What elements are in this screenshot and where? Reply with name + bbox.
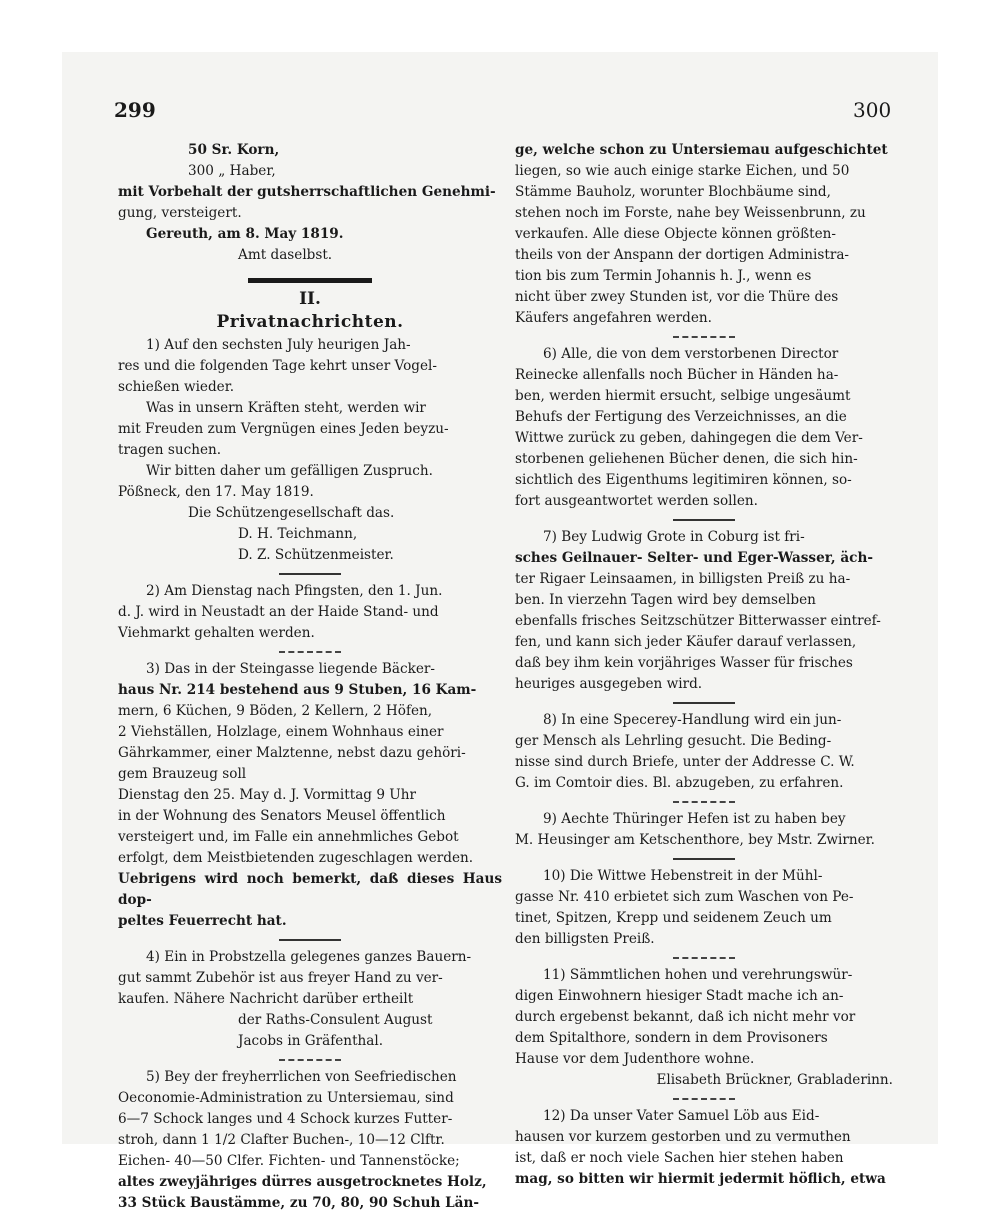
text-line: tragen suchen. (118, 442, 222, 458)
text-line: d. J. wird in Neustadt an der Haide Stand- und (118, 604, 439, 620)
section-number: II. (299, 289, 321, 309)
text-line: kaufen. Nähere Nachricht darüber ertheilt (118, 991, 414, 1007)
text-line: Wir bitten daher um gefälligen Zuspruch. (146, 463, 433, 479)
text-line: 8) In eine Specerey-Handlung wird ein jun- (543, 712, 842, 728)
text-line: mit Vorbehalt der gutsherrschaftlichen Genehmi- (118, 184, 496, 200)
text-line: schießen wieder. (118, 379, 235, 395)
text-line: 11) Sämmtlichen hohen und verehrungswür- (543, 967, 853, 983)
text-line: G. im Comtoir dies. Bl. abzugeben, zu erfahren. (515, 775, 844, 791)
text-line: Eichen- 40—50 Clfer. Fichten- und Tannenstöcke; (118, 1153, 460, 1169)
text-line: fort ausgeantwortet werden sollen. (515, 493, 758, 509)
notice-6 (515, 344, 893, 512)
text-line: stehen noch im Forste, nahe bey Weissenbrunn, zu (515, 205, 866, 221)
text-line: digen Einwohnern hiesiger Stadt mache ich an- (515, 988, 844, 1004)
text-line: mag, so bitten wir hiermit jedermit höflich, etwa (515, 1171, 886, 1187)
text-line: gem Brauzeug soll (118, 766, 247, 782)
text-line: Stämme Bauholz, worunter Blochbäume sind, (515, 184, 831, 200)
text-line: gung, versteigert. (118, 205, 242, 221)
text-line: tion bis zum Termin Johannis h. J., wenn es (515, 268, 812, 284)
notice-separator (279, 939, 341, 941)
text-line: sichtlich des Eigenthums legitimiren können, so- (515, 472, 852, 488)
text-line: ger Mensch als Lehrling gesucht. Die Beding- (515, 733, 832, 749)
text-line: Hause vor dem Judenthore wohne. (515, 1051, 755, 1067)
notice-separator (279, 1059, 341, 1061)
text-line: nicht über zwey Stunden ist, vor die Thüre des (515, 289, 839, 305)
text-line: gasse Nr. 410 erbietet sich zum Waschen von Pe- (515, 889, 854, 905)
text-line: sches Geilnauer- Selter- und Eger-Wasser, äch- (515, 550, 873, 566)
notice-1 (118, 335, 502, 566)
notice-separator (673, 1098, 735, 1100)
text-line: Pößneck, den 17. May 1819. (118, 484, 314, 500)
text-line: 1) Auf den sechsten July heurigen Jah- (146, 337, 411, 353)
text-line: der Raths-Consulent August (238, 1012, 433, 1028)
text-line: mern, 6 Küchen, 9 Böden, 2 Kellern, 2 Höfen, (118, 703, 433, 719)
text-line: erfolgt, dem Meistbietenden zugeschlagen werden. (118, 850, 474, 866)
text-line: Reinecke allenfalls noch Bücher in Händen ha- (515, 367, 839, 383)
text-line: in der Wohnung des Senators Meusel öffentlich (118, 808, 446, 824)
text-line: Uebrigens wird noch bemerkt, daß dieses Haus dop- (118, 871, 502, 908)
text-line: dem Spitalthore, sondern in dem Provisoners (515, 1030, 828, 1046)
notice-separator (673, 957, 735, 959)
notice-9 (515, 809, 893, 851)
text-line: Gereuth, am 8. May 1819. (146, 226, 344, 242)
text-line: daß bey ihm kein vorjähriges Wasser für frisches (515, 655, 853, 671)
text-line: 2 Viehställen, Holzlage, einem Wohnhaus einer (118, 724, 444, 740)
text-line: res und die folgenden Tage kehrt unser Vogel- (118, 358, 437, 374)
text-line: ge, welche schon zu Untersiemau aufgeschichtet (515, 142, 888, 158)
text-line: ebenfalls frisches Seitzschützer Bitterwasser eintref- (515, 613, 881, 629)
text-line: 10) Die Wittwe Hebenstreit in der Mühl- (543, 868, 823, 884)
text-line: Behufs der Fertigung des Verzeichnisses, an die (515, 409, 847, 425)
notice-7 (515, 527, 893, 695)
text-line: durch ergebenst bekannt, daß ich nicht mehr vor (515, 1009, 856, 1025)
page-number-right: 300 (853, 98, 892, 122)
notice-separator (673, 336, 735, 338)
text-line: Käufers angefahren werden. (515, 310, 713, 326)
notice-separator (673, 519, 735, 521)
text-line: versteigert und, im Falle ein annehmliches Gebot (118, 829, 459, 845)
text-line: 33 Stück Baustämme, zu 70, 80, 90 Schuh Län- (118, 1195, 479, 1211)
text-line: Elisabeth Brückner, Grabladerinn. (656, 1072, 893, 1088)
text-line: storbenen geliehenen Bücher denen, die sich hin- (515, 451, 858, 467)
text-line: nisse sind durch Briefe, unter der Addresse C. W. (515, 754, 855, 770)
text-line: 50 Sr. Korn, (188, 142, 280, 158)
section-divider (248, 278, 372, 283)
text-line: peltes Feuerrecht hat. (118, 913, 287, 929)
notice-3 (118, 659, 502, 932)
notice-separator (279, 651, 341, 653)
text-line: 2) Am Dienstag nach Pfingsten, den 1. Jun. (146, 583, 443, 599)
text-line: D. H. Teichmann, (238, 526, 358, 542)
text-line: M. Heusinger am Ketschenthore, bey Mstr. Zwirner. (515, 832, 876, 848)
text-line: ben. In vierzehn Tagen wird bey demselben (515, 592, 816, 608)
text-line: Viehmarkt gehalten werden. (118, 625, 315, 641)
text-line: 5) Bey der freyherrlichen von Seefriedischen (146, 1069, 457, 1085)
text-line: gut sammt Zubehör ist aus freyer Hand zu ver- (118, 970, 443, 986)
text-line: Jacobs in Gräfenthal. (238, 1033, 384, 1049)
text-line: Die Schützengesellschaft das. (188, 505, 395, 521)
text-line: Oeconomie-Administration zu Untersiemau, sind (118, 1090, 454, 1106)
notice-4 (118, 947, 502, 1052)
text-line: tinet, Spitzen, Krepp und seidenem Zeuch um (515, 910, 832, 926)
text-line: liegen, so wie auch einige starke Eichen, und 50 (515, 163, 850, 179)
notice-11 (515, 965, 893, 1091)
notice-5-continued (515, 140, 893, 329)
text-line: 7) Bey Ludwig Grote in Coburg ist fri- (543, 529, 805, 545)
text-line: den billigsten Preiß. (515, 931, 655, 947)
text-line: 4) Ein in Probstzella gelegenes ganzes Bauern- (146, 949, 472, 965)
notice-separator (279, 573, 341, 575)
notice-5 (118, 1067, 502, 1214)
page-number-left: 299 (114, 98, 156, 122)
text-line: Dienstag den 25. May d. J. Vormittag 9 Uhr (118, 787, 416, 803)
text-line: theils von der Anspann der dortigen Administra- (515, 247, 850, 263)
text-line: 6) Alle, die von dem verstorbenen Director (543, 346, 839, 362)
right-column (515, 140, 893, 1190)
notice-separator (673, 801, 735, 803)
text-line: Was in unsern Kräften steht, werden wir (146, 400, 426, 416)
notice-separator (673, 702, 735, 704)
text-line: fen, und kann sich jeder Käufer darauf verlassen, (515, 634, 857, 650)
text-line: 3) Das in der Steingasse liegende Bäcker- (146, 661, 435, 677)
notice-8 (515, 710, 893, 794)
text-line: Wittwe zurück zu geben, dahingegen die dem Ver- (515, 430, 863, 446)
text-line: Gährkammer, einer Malztenne, nebst dazu gehöri- (118, 745, 466, 761)
text-line: heuriges ausgegeben wird. (515, 676, 703, 692)
text-line: ist, daß er noch viele Sachen hier stehen haben (515, 1150, 844, 1166)
section-title: Privatnachrichten. (216, 312, 404, 332)
text-line: 12) Da unser Vater Samuel Löb aus Eid- (543, 1108, 820, 1124)
text-line: altes zweyjähriges dürres ausgetrocknetes Holz, (118, 1174, 487, 1190)
text-line: verkaufen. Alle diese Objecte können größten- (515, 226, 837, 242)
text-line: mit Freuden zum Vergnügen eines Jeden beyzu- (118, 421, 449, 437)
text-line: haus Nr. 214 bestehend aus 9 Stuben, 16 Kam- (118, 682, 477, 698)
notice-10 (515, 866, 893, 950)
left-column (118, 140, 502, 1214)
text-line: 300 „ Haber, (188, 163, 276, 179)
text-line: ben, werden hiermit ersucht, selbige ungesäumt (515, 388, 851, 404)
text-line: ter Rigaer Leinsaamen, in billigsten Preiß zu ha- (515, 571, 851, 587)
notice-12 (515, 1106, 893, 1190)
text-line: stroh, dann 1 1/2 Clafter Buchen-, 10—12 Clftr. (118, 1132, 445, 1148)
text-line: 6—7 Schock langes und 4 Schock kurzes Futter- (118, 1111, 453, 1127)
text-line: hausen vor kurzem gestorben und zu vermuthen (515, 1129, 851, 1145)
notice-2 (118, 581, 502, 644)
text-line: 9) Aechte Thüringer Hefen ist zu haben bey (543, 811, 846, 827)
notice-separator (673, 858, 735, 860)
text-line: Amt daselbst. (238, 247, 333, 263)
text-line: D. Z. Schützenmeister. (238, 547, 394, 563)
